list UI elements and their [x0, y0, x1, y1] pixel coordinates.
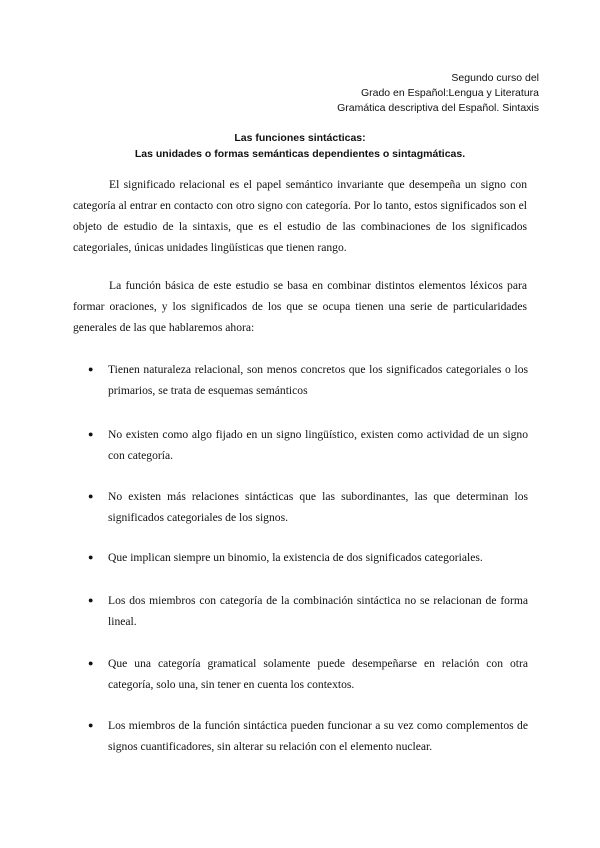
bullet-icon: ● — [88, 720, 94, 730]
paragraph-function: La función básica de este estudio se basa en combinar distintos elementos léxicos para formar oraciones, y los significados de los que se ocupa tienen una serie de particularidades generales de las que hablaremos ahora: — [73, 279, 527, 334]
header-line-subject: Gramática descriptiva del Español. Sintaxis — [337, 102, 539, 114]
bullet-text: Los miembros de la función sintáctica pueden funcionar a su vez como complementos de signos cuantificadores, sin alterar su relación con el elemento nuclear. — [108, 719, 528, 753]
bullet-item — [88, 359, 528, 401]
bullet-icon: ● — [88, 491, 94, 501]
bullet-icon: ● — [88, 429, 94, 439]
bullet-text: No existen más relaciones sintácticas que las subordinantes, las que determinan los significados categoriales de los signos. — [108, 490, 528, 524]
bullet-text: Los dos miembros con categoría de la combinación sintáctica no se relacionan de forma lineal. — [108, 594, 528, 628]
paragraph-intro: El significado relacional es el papel semántico invariante que desempeña un signo con categoría al entrar en contacto con otro signo con categoría. Por lo tanto, estos significados son el objeto de estudio de la sintaxis, que es el estudio de las combinaciones de los significados categoriales, únicas unidades lingüísticas que tienen rango. — [73, 178, 527, 254]
header-line-degree: Grado en Español:Lengua y Literatura — [360, 87, 539, 99]
bullet-item — [88, 715, 528, 757]
bullet-item — [88, 653, 528, 695]
document-title — [0, 130, 600, 162]
bullet-text: No existen como algo fijado en un signo lingüístico, existen como actividad de un signo con categoría. — [108, 428, 528, 462]
bullet-item — [88, 424, 528, 466]
header-line-course: Segundo curso del — [451, 72, 539, 84]
course-header — [337, 71, 539, 116]
title-line-main: Las funciones sintácticas: — [234, 132, 366, 144]
bullet-icon: ● — [88, 552, 94, 562]
bullet-icon: ● — [88, 658, 94, 668]
bullet-text: Tienen naturaleza relacional, son menos concretos que los significados categoriales o los primarios, se trata de esquemas semánticos — [108, 363, 528, 397]
bullet-item — [88, 486, 528, 528]
title-line-subtitle: Las unidades o formas semánticas dependientes o sintagmáticas. — [134, 148, 466, 160]
bullet-icon: ● — [88, 364, 94, 374]
bullet-item — [88, 590, 528, 632]
bullet-text: Que una categoría gramatical solamente puede desempeñarse en relación con otra categoría, solo una, sin tener en cuenta los contextos. — [108, 657, 528, 691]
bullet-item — [88, 547, 528, 568]
bullet-text: Que implican siempre un binomio, la existencia de dos significados categoriales. — [108, 551, 483, 564]
bullet-icon: ● — [88, 595, 94, 605]
